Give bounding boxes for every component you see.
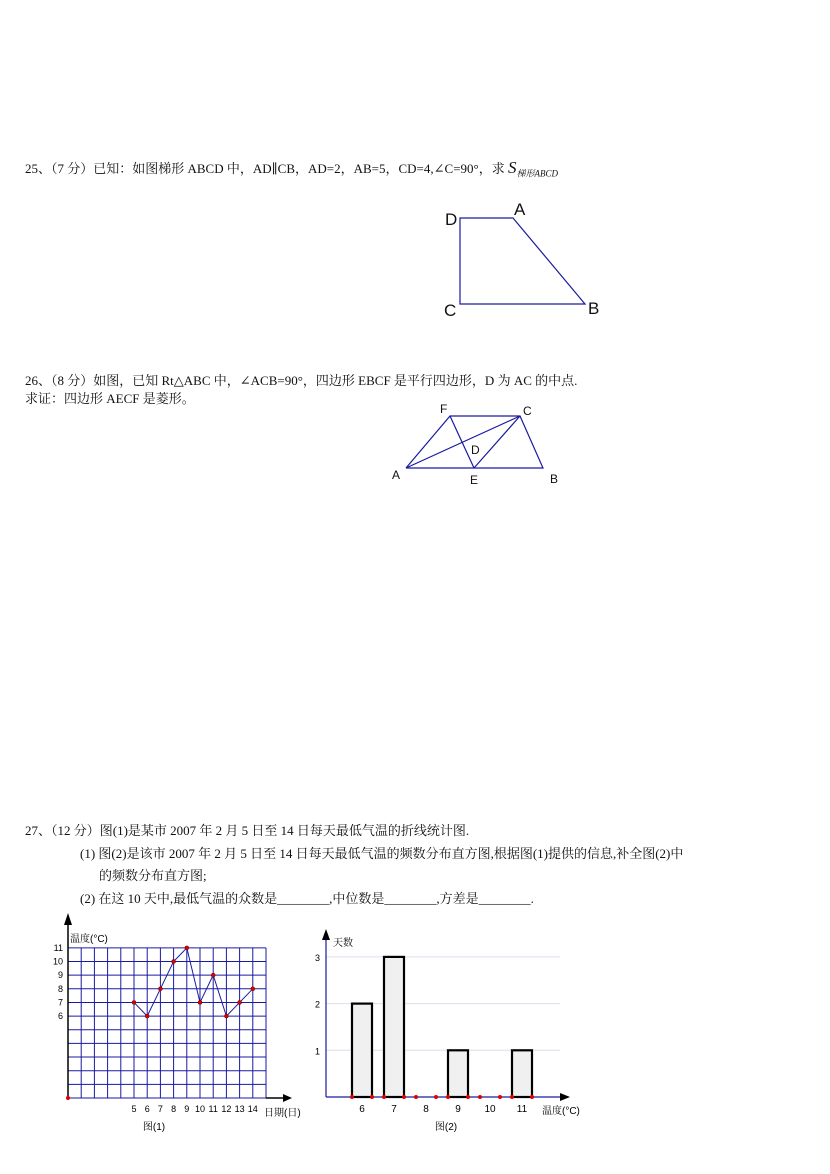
label-F: F [440,402,448,416]
x-tick-label: 10 [194,1104,206,1114]
label-A2: A [392,468,401,482]
x-tick-label: 6 [144,1104,150,1114]
y-tick-label: 3 [314,952,320,963]
data-point [238,1000,242,1004]
y-axis-label: 温度(°C) [70,934,108,945]
parallelogram-figure [406,416,543,468]
x-tick-label: 6 [359,1104,365,1115]
bin-edge-point [478,1095,482,1099]
x-tick-label: 14 [247,1104,258,1114]
y-tick-label: 9 [57,970,63,981]
x-axis-label: 温度(°C) [542,1106,580,1117]
bin-edge-point [414,1095,418,1099]
x-tick-label: 13 [234,1104,245,1114]
y-tick-label: 6 [57,1011,63,1022]
chart-title: 图(2) [434,1122,458,1133]
label-C: C [444,301,457,320]
x-tick-label: 11 [208,1104,218,1114]
bin-edge-point [498,1095,502,1099]
y-tick-label: 10 [52,956,63,967]
y-axis-arrow [64,913,72,925]
x-tick-label: 10 [484,1104,496,1115]
x-tick-label: 11 [516,1104,528,1115]
bin-edge-point [434,1095,438,1099]
bin-edge-point [446,1095,450,1099]
q25-text: 25、（7 分）已知：如图梯形 ABCD 中，AD∥CB，AD=2，AB=5，CD=4,∠C=90°，求 $S_{梯形ABCD}$ [25,158,558,179]
label-E: E [470,473,479,487]
bin-edge-point [510,1095,514,1099]
bin-edge-point [466,1095,470,1099]
q27-line3: 的频数分布直方图; [99,868,207,883]
data-point [251,987,255,991]
bin-edge-point [350,1095,354,1099]
data-point [132,1000,136,1004]
x-axis-arrow [560,1093,570,1101]
histogram-bar [512,1050,532,1097]
x-tick-label: 7 [157,1104,163,1114]
label-B: B [588,299,600,318]
x-tick-label: 12 [221,1104,232,1114]
line-chart [53,913,301,1133]
q27-line4: (2) 在这 10 天中,最低气温的众数是________,中位数是________,方差是________. [80,891,534,906]
label-A: A [514,200,526,219]
data-point [145,1014,149,1018]
label-D: D [445,210,458,229]
data-line [134,948,253,1016]
y-tick-label: 8 [57,983,63,994]
x-tick-label: 8 [171,1104,177,1114]
y-axis-label: 天数 [333,938,353,949]
y-axis-arrow [322,929,330,940]
q27-line1: 27、（12 分）图(1)是某市 2007 年 2 月 5 日至 14 日每天最低气温的折线统计图. [25,823,470,838]
x-axis-label: 日期(日) [264,1108,301,1119]
data-point [185,946,189,950]
bin-edge-point [370,1095,374,1099]
x-axis-arrow [283,1094,292,1102]
data-point [211,973,215,977]
data-point [224,1014,228,1018]
data-point [172,960,176,964]
x-tick-label: 7 [391,1104,397,1115]
label-C2: C [523,404,532,418]
x-tick-label: 9 [184,1104,190,1114]
q27-line2: (1) 图(2)是该市 2007 年 2 月 5 日至 14 日每天最低气温的频数分布直方图,根据图(1)提供的信息,补全图(2)中 [80,846,684,861]
histogram-bar [384,957,404,1097]
y-tick-label: 11 [53,942,63,953]
histogram-bar [352,1004,372,1097]
histogram-bar [448,1050,468,1097]
y-tick-label: 2 [314,999,320,1010]
x-tick-label: 8 [423,1104,429,1115]
origin-point [66,1096,70,1100]
data-point [158,987,162,991]
bin-edge-point [382,1095,386,1099]
y-tick-label: 1 [314,1046,320,1057]
bin-edge-point [530,1095,534,1099]
x-tick-label: 5 [131,1104,137,1114]
q26-line2: 求证：四边形 AECF 是菱形。 [25,391,195,406]
trapezoid-figure [460,218,585,304]
label-D2: D [471,443,480,457]
bin-edge-point [402,1095,406,1099]
y-tick-label: 7 [57,997,63,1008]
data-point [198,1000,202,1004]
q26-line1: 26、（8 分）如图，已知 Rt△ABC 中，∠ACB=90°，四边形 EBCF 是平行四边形，D 为 AC 的中点. [25,373,578,388]
chart-title: 图(1) [142,1122,166,1133]
label-B2: B [550,472,559,486]
histogram-chart [315,929,580,1133]
x-tick-label: 9 [455,1104,461,1115]
